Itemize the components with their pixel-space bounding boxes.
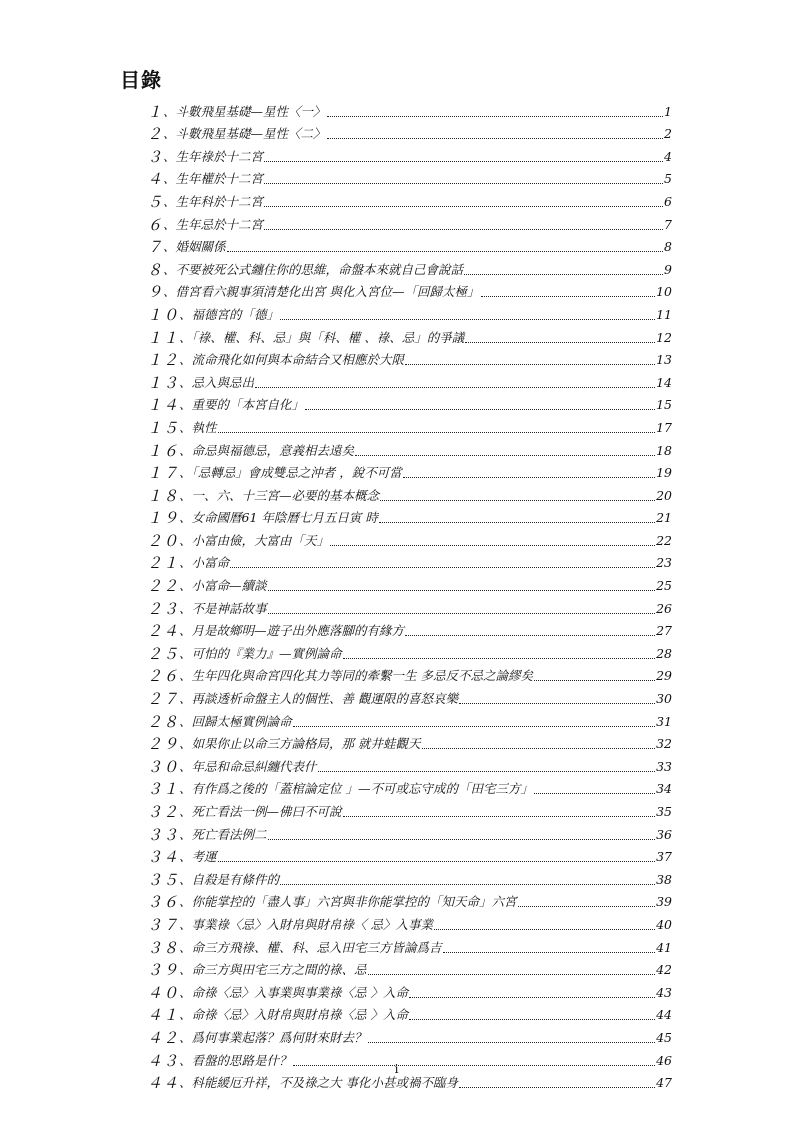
toc-entry-page: 8 [664, 239, 672, 255]
toc-entry-title: 、福德宮的「德」 [179, 306, 280, 322]
toc-entry-page: 42 [656, 962, 672, 978]
toc-entry-page: 21 [656, 510, 672, 526]
toc-dot-leader [443, 951, 656, 953]
toc-dot-leader [405, 363, 655, 365]
toc-entry-number: １２ [147, 351, 180, 370]
toc-entry-page: 7 [664, 216, 672, 232]
toc-entry-title: 、命祿〈忌〉入事業與事業祿〈忌 〉入命 [179, 984, 408, 1000]
toc-entry[interactable] [147, 844, 672, 867]
toc-entry-page: 46 [656, 1052, 672, 1068]
toc-entry-title: 、斗數飛星基礎—星性〈二〉 [163, 126, 326, 142]
toc-entry-page: 14 [656, 374, 672, 390]
toc-entry-page: 39 [656, 894, 672, 910]
toc-entry-title: 、命忌與福德忌，意義相去遠矣 [179, 442, 355, 458]
toc-entry[interactable] [147, 934, 672, 957]
toc-entry[interactable] [147, 392, 672, 415]
toc-entry-title: 、再談透析命盤主人的個性、善 觀運限的喜怒哀樂 [179, 691, 458, 707]
toc-dot-leader [403, 476, 655, 478]
toc-entry[interactable] [147, 98, 672, 121]
toc-entry-number: １６ [147, 441, 180, 460]
toc-entry[interactable] [147, 256, 672, 279]
toc-entry-title: 、死亡看法一例—佛曰不可說 [179, 804, 342, 819]
toc-dot-leader [368, 1041, 656, 1043]
toc-entry[interactable] [147, 798, 672, 821]
toc-entry-title: 、生年忌於十二宮 [163, 216, 264, 232]
toc-entry[interactable] [147, 460, 672, 483]
toc-dot-leader [264, 205, 663, 207]
toc-entry-page: 17 [656, 419, 672, 435]
toc-entry-page: 26 [656, 600, 672, 616]
toc-entry-number: ４２ [147, 1028, 180, 1047]
toc-entry[interactable] [147, 505, 672, 528]
toc-entry-number: ４ [147, 170, 164, 189]
toc-dot-leader [293, 725, 656, 727]
toc-dot-leader [264, 160, 663, 162]
toc-dot-leader [268, 838, 656, 840]
toc-entry-number: ２０ [147, 531, 180, 550]
toc-entry-title: 、命祿〈忌〉入財帛與財帛祿〈忌 〉入命 [179, 1007, 408, 1023]
toc-entry-title: 、生年權於十二宮 [163, 171, 264, 187]
toc-entry-page: 34 [656, 781, 672, 797]
toc-entry-number: ２５ [147, 644, 180, 663]
toc-entry-page: 6 [664, 193, 672, 209]
toc-entry-number: ２８ [147, 712, 180, 731]
toc-entry-page: 45 [656, 1029, 672, 1045]
toc-entry[interactable] [147, 821, 672, 844]
toc-entry-page: 20 [656, 487, 672, 503]
toc-entry-page: 37 [656, 849, 672, 865]
toc-entry-title: 、婚姻關係 [163, 239, 226, 255]
toc-entry-number: ２ [147, 125, 164, 144]
toc-entry-title: 、不是神話故事 [179, 600, 267, 616]
toc-dot-leader [330, 544, 655, 546]
toc-entry-number: １４ [147, 396, 180, 415]
toc-list [147, 98, 672, 1092]
toc-entry-page: 27 [656, 623, 672, 639]
toc-dot-leader [534, 679, 655, 681]
toc-entry-number: ６ [147, 215, 164, 234]
toc-entry[interactable] [147, 685, 672, 708]
toc-entry[interactable] [147, 1024, 672, 1047]
toc-entry-title: 、命三方與田宅三方之間的祿、忌 [179, 962, 367, 978]
toc-dot-leader [268, 612, 656, 614]
toc-entry-title: 、自殺是有條件的 [179, 871, 280, 887]
toc-entry-page: 29 [656, 668, 672, 684]
toc-entry-number: ３２ [147, 803, 180, 821]
toc-entry-number: ３４ [147, 848, 180, 867]
toc-dot-leader [218, 860, 656, 862]
toc-dot-leader [318, 770, 656, 772]
toc-entry-number: １９ [147, 509, 180, 528]
toc-entry-page: 9 [664, 261, 672, 277]
toc-entry-number: ３ [147, 147, 164, 166]
toc-entry-number: １５ [147, 418, 180, 437]
toc-entry-title: 、生年科於十二宮 [163, 193, 264, 209]
toc-entry-page: 44 [656, 1007, 672, 1023]
toc-entry-title: 、事業祿〈忌〉入財帛與財帛祿〈 忌〉入事業 [179, 916, 433, 932]
toc-dot-leader [368, 973, 656, 975]
toc-entry[interactable] [147, 279, 672, 302]
toc-entry-title: 、流命飛化如何與本命結合又相應於大限 [179, 352, 405, 368]
toc-dot-leader [268, 589, 656, 591]
toc-entry-title: 、斗數飛星基礎—星性〈一〉 [163, 103, 326, 119]
toc-dot-leader [280, 883, 655, 885]
toc-entry-number: ９ [147, 283, 164, 302]
toc-entry-title: 、不要被死公式纏住你的思維，命盤本來就自己會說話 [163, 261, 464, 277]
toc-entry[interactable] [147, 234, 672, 257]
toc-dot-leader [327, 137, 664, 139]
toc-entry-number: ３９ [147, 961, 180, 980]
toc-entry-page: 28 [656, 645, 672, 661]
toc-entry[interactable] [147, 211, 672, 234]
toc-entry-number: ２４ [147, 622, 180, 641]
toc-entry-number: ４０ [147, 983, 180, 1002]
toc-entry-title: 、月是故鄉明—遊子出外應落腳的有緣方 [179, 623, 405, 639]
toc-entry-number: ４１ [147, 1006, 180, 1025]
toc-entry-page: 35 [656, 804, 672, 819]
toc-entry[interactable] [147, 866, 672, 889]
toc-dot-leader [459, 702, 655, 704]
toc-entry[interactable] [147, 166, 672, 189]
toc-entry[interactable] [147, 889, 672, 912]
page-title: 目錄 [120, 68, 162, 92]
toc-entry-page: 12 [656, 329, 672, 345]
toc-entry-number: ３１ [147, 780, 180, 799]
toc-entry[interactable] [147, 437, 672, 460]
toc-entry[interactable] [147, 640, 672, 663]
toc-entry-title: 、忌入與忌出 [179, 374, 255, 390]
toc-entry-page: 4 [664, 148, 672, 164]
toc-entry-title: 、「忌轉忌」會成雙忌之沖者 ，銳不可當 [179, 465, 402, 481]
toc-entry-page: 40 [656, 916, 672, 932]
toc-entry[interactable] [147, 188, 672, 211]
toc-entry-title: 、考運 [179, 849, 217, 865]
toc-entry[interactable] [147, 369, 672, 392]
toc-entry-page: 5 [664, 171, 672, 187]
toc-entry-title: 、科能緩厄升祥，不及祿之大 事化小甚或禍不臨身 [179, 1075, 458, 1091]
toc-entry-number: ２１ [147, 554, 180, 573]
toc-dot-leader [465, 341, 655, 343]
toc-entry-page: 32 [656, 736, 672, 752]
toc-entry-number: ８ [147, 260, 164, 279]
toc-entry-number: ２９ [147, 735, 180, 754]
toc-entry[interactable] [147, 572, 672, 595]
toc-entry-page: 43 [656, 984, 672, 1000]
toc-dot-leader [464, 273, 663, 275]
toc-entry-number: ３３ [147, 825, 180, 844]
toc-entry-title: 、小富命—續談 [179, 578, 267, 594]
toc-entry[interactable] [147, 731, 672, 754]
toc-entry[interactable] [147, 414, 672, 437]
toc-entry-number: １７ [147, 464, 180, 483]
toc-entry-page: 15 [656, 397, 672, 413]
toc-entry-page: 18 [656, 442, 672, 458]
toc-entry-page: 33 [656, 758, 672, 774]
toc-entry-page: 36 [656, 826, 672, 842]
toc-entry-title: 、生年四化與命宮四化其力等同的牽繫一生 多忌反不忌之論繆矣 [179, 668, 533, 684]
toc-entry[interactable] [147, 143, 672, 166]
toc-entry-page: 13 [656, 352, 672, 368]
toc-entry-page: 23 [656, 555, 672, 571]
toc-entry-number: ３６ [147, 893, 180, 912]
toc-entry-number: １０ [147, 305, 180, 324]
toc-entry-number: ５ [147, 192, 164, 211]
toc-entry-title: 、一、六、十三宮—必要的基本概念 [179, 487, 380, 503]
toc-entry[interactable] [147, 527, 672, 550]
toc-entry[interactable] [147, 1002, 672, 1025]
toc-entry-number: ４４ [147, 1074, 180, 1093]
toc-entry-title: 、有作爲之後的「蓋棺論定位 」—不可或忘守成的「田宅三方」 [179, 781, 533, 797]
toc-dot-leader [264, 182, 663, 184]
toc-dot-leader [459, 1086, 655, 1088]
toc-dot-leader [422, 747, 656, 749]
toc-entry-title: 、命三方飛祿、權、科、忌入田宅三方皆論爲吉 [179, 939, 442, 955]
toc-entry-number: ７ [147, 238, 164, 257]
toc-entry[interactable] [147, 618, 672, 641]
toc-dot-leader [434, 928, 655, 930]
toc-entry-number: １３ [147, 373, 180, 392]
toc-entry[interactable] [147, 301, 672, 324]
toc-entry-title: 、你能掌控的「盡人事」六宮與非你能掌控的「知天命」六宮 [179, 894, 517, 910]
page-number: i [394, 1062, 399, 1076]
toc-entry-number: ２６ [147, 667, 180, 686]
toc-entry-title: 、年忌和命忌糾纏代表什 [179, 758, 317, 774]
toc-entry[interactable] [147, 347, 672, 370]
toc-entry[interactable] [147, 595, 672, 618]
toc-entry[interactable] [147, 121, 672, 144]
toc-entry[interactable] [147, 324, 672, 347]
toc-entry-page: 31 [656, 713, 672, 729]
toc-dot-leader [255, 386, 655, 388]
toc-entry-title: 、「祿、權、科、忌」與「科、權 、祿、忌」的爭議 [179, 329, 465, 345]
toc-entry-page: 25 [656, 578, 672, 594]
toc-entry-title: 、看盤的思路是什？ [179, 1052, 292, 1068]
toc-dot-leader [264, 228, 663, 230]
toc-entry-number: ２３ [147, 599, 180, 618]
toc-entry-page: 30 [656, 691, 672, 707]
toc-entry-title: 、可怕的『業力』—實例論命 [179, 645, 342, 661]
toc-entry[interactable] [147, 663, 672, 686]
toc-dot-leader [481, 295, 656, 297]
toc-dot-leader [230, 566, 655, 568]
toc-entry-title: 、借宮看六親事須清楚化出宮 與化入宮位—「回歸太極」 [163, 284, 480, 300]
toc-entry-page: 10 [656, 284, 672, 300]
toc-entry-title: 、回歸太極實例論命 [179, 713, 292, 729]
toc-entry-number: ３０ [147, 757, 180, 776]
toc-entry-page: 11 [656, 306, 672, 322]
toc-entry-page: 47 [656, 1075, 672, 1091]
toc-entry-page: 2 [664, 126, 672, 142]
toc-entry-number: ４３ [147, 1051, 180, 1070]
toc-dot-leader [518, 905, 656, 907]
toc-entry-number: ３５ [147, 870, 180, 889]
toc-entry-page: 22 [656, 532, 672, 548]
toc-entry-number: ２２ [147, 577, 180, 596]
toc-dot-leader [534, 792, 655, 794]
toc-entry-title: 、小富命 [179, 555, 230, 571]
toc-entry-number: ３７ [147, 915, 180, 934]
toc-entry[interactable] [147, 708, 672, 731]
toc-entry-number: ３８ [147, 938, 180, 957]
toc-dot-leader [280, 318, 655, 320]
toc-dot-leader [327, 115, 664, 117]
toc-entry-title: 、生年祿於十二宮 [163, 148, 264, 164]
toc-dot-leader [343, 657, 656, 659]
toc-entry-title: 、執性 [179, 419, 217, 435]
toc-dot-leader [409, 996, 655, 998]
toc-dot-leader [343, 815, 656, 817]
toc-dot-leader [355, 454, 655, 456]
toc-entry-page: 19 [656, 465, 672, 481]
toc-entry[interactable] [147, 776, 672, 799]
toc-dot-leader [305, 408, 655, 410]
toc-entry-number: ２７ [147, 690, 180, 709]
toc-dot-leader [379, 521, 655, 523]
toc-entry-number: １ [147, 102, 164, 121]
toc-entry[interactable] [147, 753, 672, 776]
toc-entry-title: 、重要的「本宮自化」 [179, 397, 305, 413]
toc-entry[interactable] [147, 979, 672, 1002]
toc-entry-title: 、爲何事業起落？爲何財來財去？ [179, 1029, 367, 1045]
toc-entry-number: １８ [147, 486, 180, 505]
toc-dot-leader [405, 634, 655, 636]
toc-entry-page: 38 [656, 871, 672, 887]
toc-dot-leader [380, 499, 655, 501]
toc-entry-number: １１ [147, 328, 180, 347]
toc-dot-leader [227, 250, 664, 252]
toc-dot-leader [218, 431, 656, 433]
toc-entry-title: 、死亡看法例二 [179, 826, 267, 842]
toc-entry-title: 、女命國曆61 年陰曆七月五日寅 時 [179, 510, 378, 526]
toc-entry-title: 、小富由儉，大富由「天」 [179, 532, 330, 548]
toc-entry[interactable] [147, 911, 672, 934]
toc-entry[interactable] [147, 482, 672, 505]
toc-entry-title: 、如果你止以命三方論格局，那 就井蛙觀天 [179, 736, 421, 752]
toc-dot-leader [409, 1018, 655, 1020]
toc-entry[interactable] [147, 550, 672, 573]
toc-entry-page: 41 [656, 939, 672, 955]
toc-entry[interactable] [147, 957, 672, 980]
toc-entry-page: 1 [664, 103, 672, 119]
